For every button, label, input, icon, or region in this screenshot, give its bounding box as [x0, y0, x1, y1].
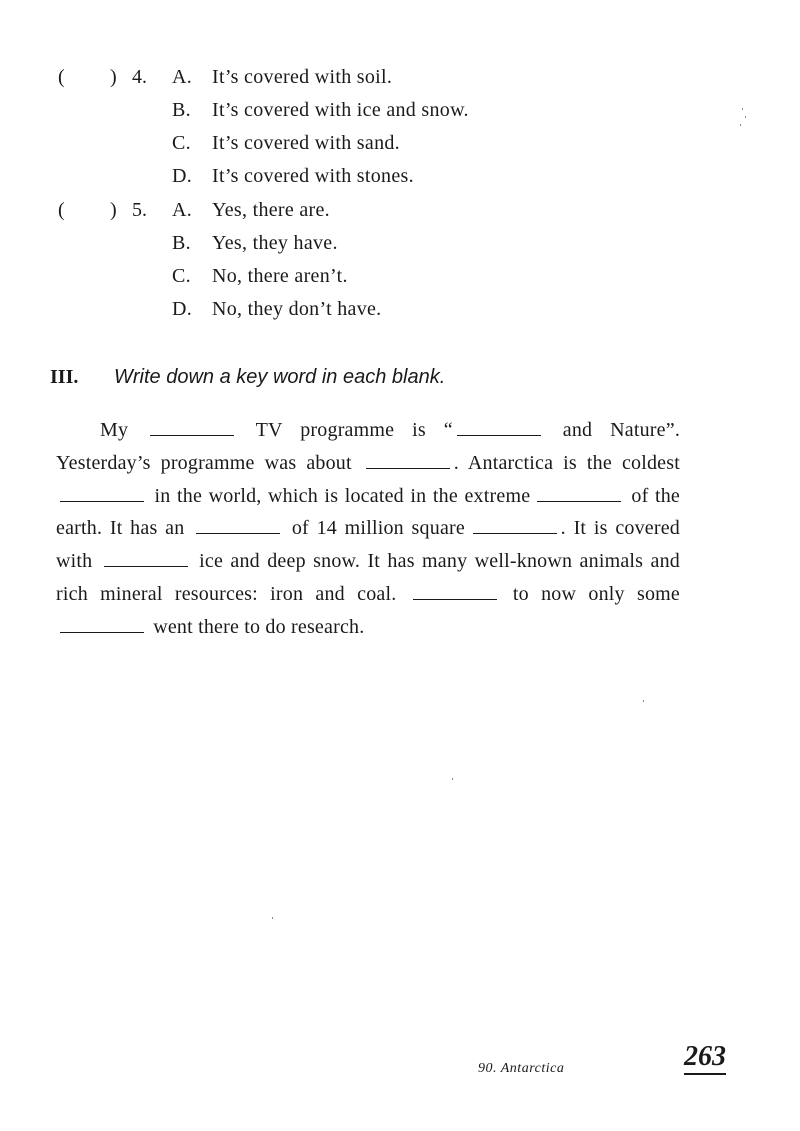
passage-text: to now only some [512, 582, 680, 605]
option-letter: C. [172, 132, 191, 154]
option-text: It’s covered with soil. [212, 66, 393, 88]
option-letter: D. [172, 165, 193, 187]
passage-text: . It is covered with [56, 517, 681, 573]
blank-7[interactable] [473, 519, 557, 534]
option-letter: B. [172, 99, 191, 121]
blank-8[interactable] [104, 552, 188, 567]
answer-paren-close-4: ) [110, 66, 117, 88]
option-letter: B. [172, 232, 191, 254]
option-5c [172, 265, 348, 288]
blank-2[interactable] [457, 421, 541, 436]
option-text: No, they don’t have. [212, 298, 382, 320]
passage-text: TV programme is “ [255, 419, 453, 441]
passage-text: . Antarctica is the coldest [453, 451, 681, 474]
option-5a [172, 199, 330, 222]
passage-text: My [100, 419, 129, 441]
blank-5[interactable] [537, 487, 621, 502]
blank-3[interactable] [366, 454, 450, 469]
passage-text: ice and deep snow. It has many well-known animals and rich mineral resources: iron and coal. [56, 550, 681, 605]
option-letter: A. [172, 66, 193, 88]
option-4d [172, 165, 414, 188]
question-number-4: 4. [132, 66, 147, 88]
blank-1[interactable] [150, 421, 234, 436]
option-4c [172, 132, 400, 155]
scan-speck [452, 778, 453, 780]
passage-text: of 14 million square [291, 517, 465, 540]
option-5b [172, 232, 338, 255]
scan-speck [740, 124, 741, 126]
option-letter: D. [172, 298, 193, 320]
blank-6[interactable] [196, 519, 280, 534]
scan-speck [643, 700, 644, 702]
passage-text: of the earth. It has an [56, 484, 681, 540]
scan-speck [745, 116, 746, 118]
section-numeral: III. [50, 366, 79, 388]
option-text: It’s covered with sand. [212, 132, 400, 154]
question-number-5: 5. [132, 199, 147, 221]
answer-paren-close-5: ) [110, 199, 117, 221]
blank-9[interactable] [413, 585, 497, 600]
page-number: 263 [684, 1042, 726, 1075]
option-text: Yes, they have. [212, 232, 338, 254]
option-4a [172, 66, 392, 89]
option-letter: A. [172, 199, 193, 221]
scan-speck [272, 917, 273, 919]
section-instruction: Write down a key word in each blank. [114, 366, 446, 388]
passage-text: went there to do research. [153, 615, 365, 638]
blank-4[interactable] [60, 487, 144, 502]
option-text: Yes, there are. [212, 199, 330, 221]
answer-paren-open-4: ( [58, 66, 65, 88]
blank-10[interactable] [60, 618, 144, 633]
option-text: It’s covered with stones. [212, 165, 414, 187]
scan-speck [742, 108, 743, 110]
cloze-passage [56, 414, 680, 644]
answer-paren-open-5: ( [58, 199, 65, 221]
option-4b [172, 99, 469, 122]
option-text: No, there aren’t. [212, 265, 348, 287]
chapter-label: 90. Antarctica [478, 1061, 565, 1076]
option-5d [172, 298, 382, 321]
option-letter: C. [172, 265, 191, 287]
passage-text: in the world, which is located in the extreme [154, 484, 531, 507]
passage-text: and Nature”. Yesterday’s programme was about [56, 419, 681, 474]
section-heading [50, 366, 445, 389]
option-text: It’s covered with ice and snow. [212, 99, 469, 121]
